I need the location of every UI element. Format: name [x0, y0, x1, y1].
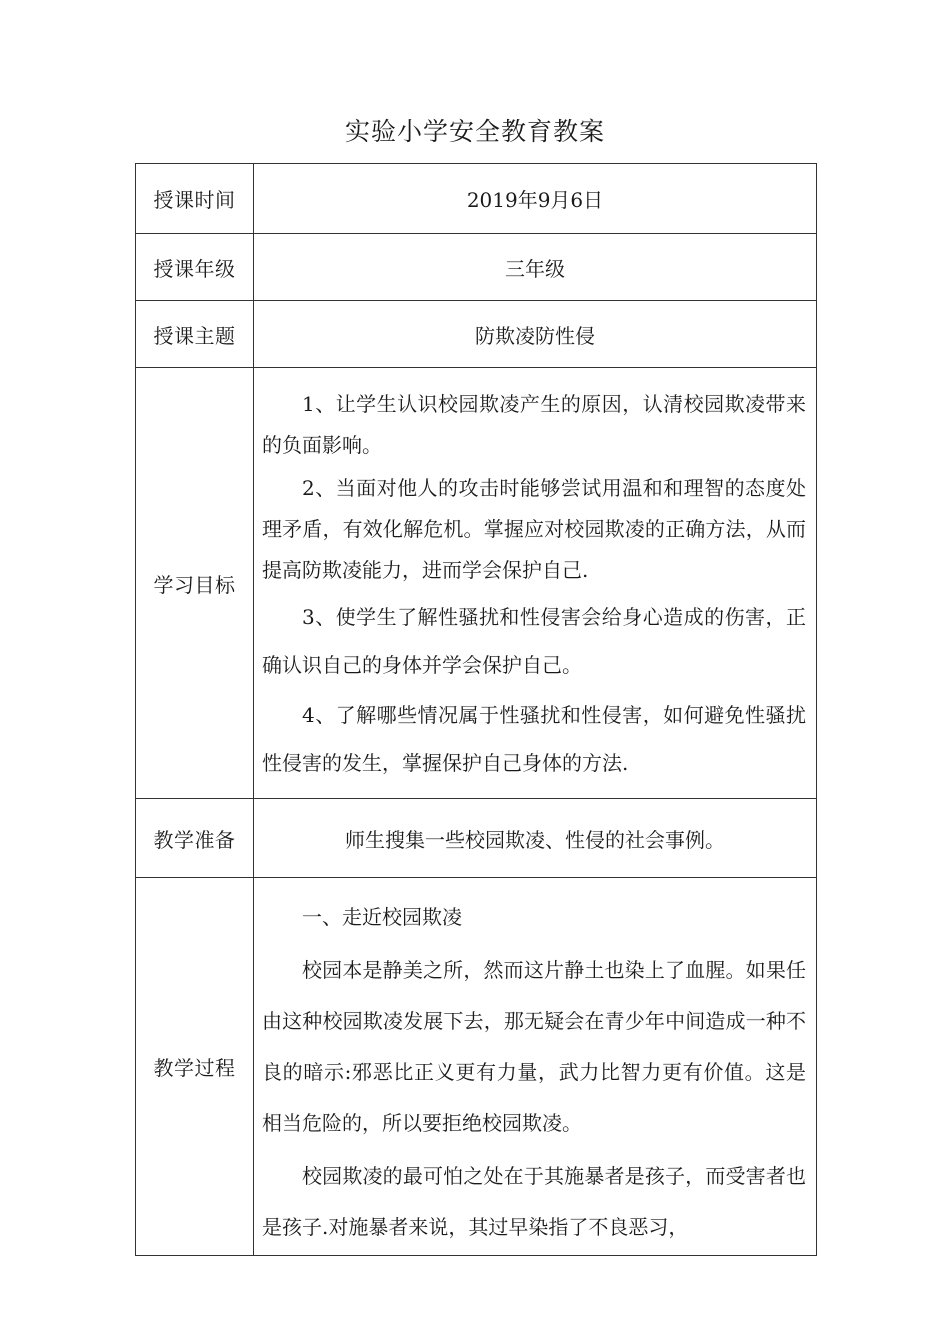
- row-label-time: 授课时间: [136, 164, 254, 234]
- goal-item-1: 1、让学生认识校园欺凌产生的原因，认清校园欺凌带来的负面影响。: [262, 391, 806, 457]
- goal-item-2: 2、当面对他人的攻击时能够尝试用温和和理智的态度处理矛盾，有效化解危机。掌握应对校园欺凌的正确方法，从而提高防欺凌能力，进而学会保护自己.: [262, 475, 806, 582]
- row-label-goals: 学习目标: [136, 368, 254, 799]
- goal-item-3: 3、使学生了解性骚扰和性侵害会给身心造成的伤害，正确认识自己的身体并学会保护自己。: [262, 604, 806, 677]
- row-value-process: [254, 878, 817, 1256]
- row-value-topic: 防欺凌防性侵: [254, 301, 817, 368]
- row-label-grade: 授课年级: [136, 234, 254, 301]
- row-value-grade: 三年级: [254, 234, 817, 301]
- table-row-grade: [136, 234, 817, 301]
- table-row-preparation: [136, 799, 817, 878]
- row-label-process: 教学过程: [136, 878, 254, 1256]
- table-row-process: [136, 878, 817, 1256]
- process-content: [254, 878, 816, 1253]
- table-row-topic: [136, 301, 817, 368]
- row-value-time: 2019年9月6日: [254, 164, 817, 234]
- table-row-goals: [136, 368, 817, 799]
- row-value-preparation: 师生搜集一些校园欺凌、性侵的社会事例。: [254, 799, 817, 878]
- page-title: 实验小学安全教育教案: [344, 117, 605, 146]
- process-paragraph-2: 校园欺凌的最可怕之处在于其施暴者是孩子，而受害者也是孩子.对施暴者来说，其过早染指了不良恶习，: [262, 1164, 806, 1239]
- goals-list: [254, 378, 816, 787]
- row-label-preparation: 教学准备: [136, 799, 254, 878]
- process-paragraph-1: 校园本是静美之所，然而这片静土也染上了血腥。如果任由这种校园欺凌发展下去，那无疑会在青少年中间造成一种不良的暗示:邪恶比正义更有力量，武力比智力更有价值。这是相当危险的，所以要拒绝校园欺凌。: [262, 958, 806, 1135]
- row-label-topic: 授课主题: [136, 301, 254, 368]
- lesson-plan-table: [135, 163, 817, 1256]
- process-heading: 一、走近校园欺凌: [302, 905, 462, 929]
- goal-item-4: 4、了解哪些情况属于性骚扰和性侵害，如何避免性骚扰性侵害的发生，掌握保护自己身体的方法.: [262, 702, 806, 775]
- table-row-time: [136, 164, 817, 234]
- row-value-goals: [254, 368, 817, 799]
